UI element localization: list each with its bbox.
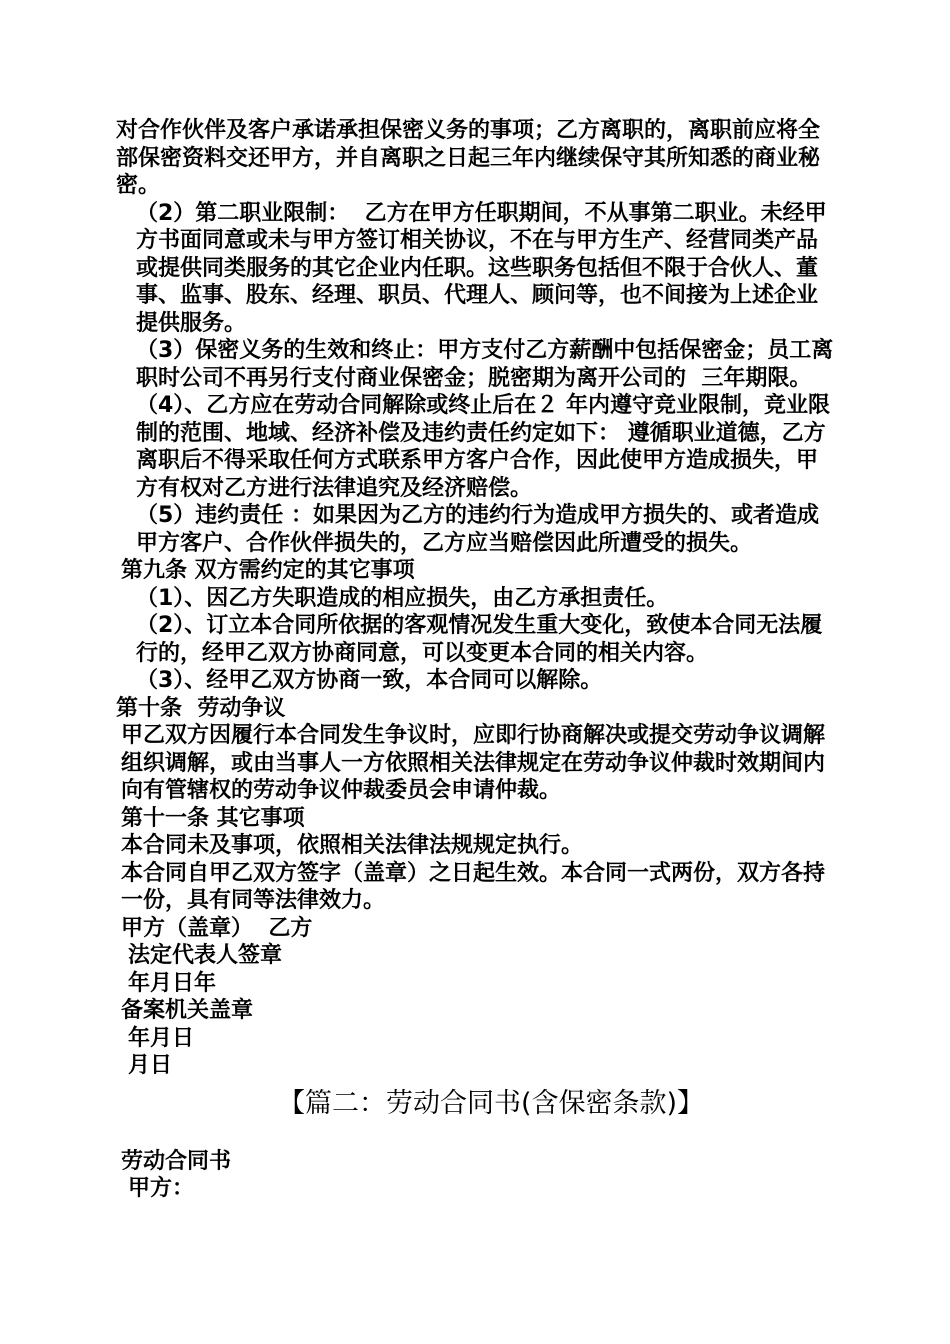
paragraph-confidentiality-term: （3）保密义务的生效和终止：甲方支付乙方薪酬中包括保密金；员工离职时公司不再另行支付商业保密金；脱密期为离开公司的 三年期限。 [136,338,834,391]
signature-date-2: 年月日 [128,1025,195,1051]
article-11-heading: 第十一条 其它事项 [121,805,305,831]
section-gap [116,1130,838,1148]
paragraph-breach-liability: （5）违约责任 ：如果因为乙方的违约行为造成甲方损失的、或者造成甲方客户、合作伙伴损失的，乙方应当赔偿因此所遭受的损失。 [136,503,819,556]
section-heading: 【篇二：劳动合同书(含保密条款)】 [277,1087,705,1119]
article-10-body: 甲乙双方因履行本合同发生争议时，应即行协商解决或提交劳动争议调解组织调解，或由当事人一方依照相关法律规定在劳动争议仲裁时效期间内向有管辖权的劳动争议仲裁委员会申请仲裁。 [121,723,826,803]
article-11-body-2: 本合同自甲乙双方签字（盖章）之日起生效。本合同一式两份，双方各持一份，具有同等法律效力。 [121,860,826,913]
paragraph-second-job: （2）第二职业限制： 乙方在甲方任职期间，不从事第二职业。未经甲方书面同意或未与甲方签订相关协议，不在与甲方生产、经营同类产品或提供同类服务的其它企业内任职。这些职务包括但不限于合伙人、董事、监事、股东、经理、职员、代理人、顾问等，也不间接为上述企业提供服务。 [136,200,827,336]
document-body [116,117,838,1203]
party-a-label: 甲方： [128,1176,195,1201]
article-9-item-3: （3）、经甲乙双方协商一致，本合同可以解除。 [136,668,603,693]
article-11-body-1: 本合同未及事项，依照相关法律法规规定执行。 [121,833,584,858]
article-10-heading: 第十条 劳动争议 [116,695,286,721]
signature-date-1: 年月日年 [128,970,217,996]
article-9-heading: 第九条 双方需约定的其它事项 [121,558,415,583]
paragraph-confidentiality-end: 对合作伙伴及客户承诺承担保密义务的事项；乙方离职的，离职前应将全部保密资料交还甲方，并自离职之日起三年内继续保守其所知悉的商业秘密。 [116,118,821,198]
paragraph-non-compete: （4）、乙方应在劳动合同解除或终止后在２ 年内遵守竞业限制，竞业限制的范围、地域、经济补偿及违约责任约定如下： 遵循职业道德，乙方离职后不得采取任何方式联系甲方客户合作，因此使甲方造成损失，甲方有权对乙方进行法律追究及经济赔偿。 [136,393,830,501]
signature-party-line: 甲方（盖章） 乙方 [121,915,313,941]
filing-authority-seal: 备案机关盖章 [121,998,254,1023]
article-9-item-2: （2）、订立本合同所依据的客观情况发生重大变化，致使本合同无法履行的，经甲乙双方协商同意，可以变更本合同的相关内容。 [136,613,823,666]
signature-date-3: 月日 [128,1053,173,1078]
signature-representative: 法定代表人签章 [128,943,283,968]
article-9-item-1: （1）、因乙方失职造成的相应损失，由乙方承担责任。 [136,585,669,611]
contract-title: 劳动合同书 [121,1148,232,1174]
